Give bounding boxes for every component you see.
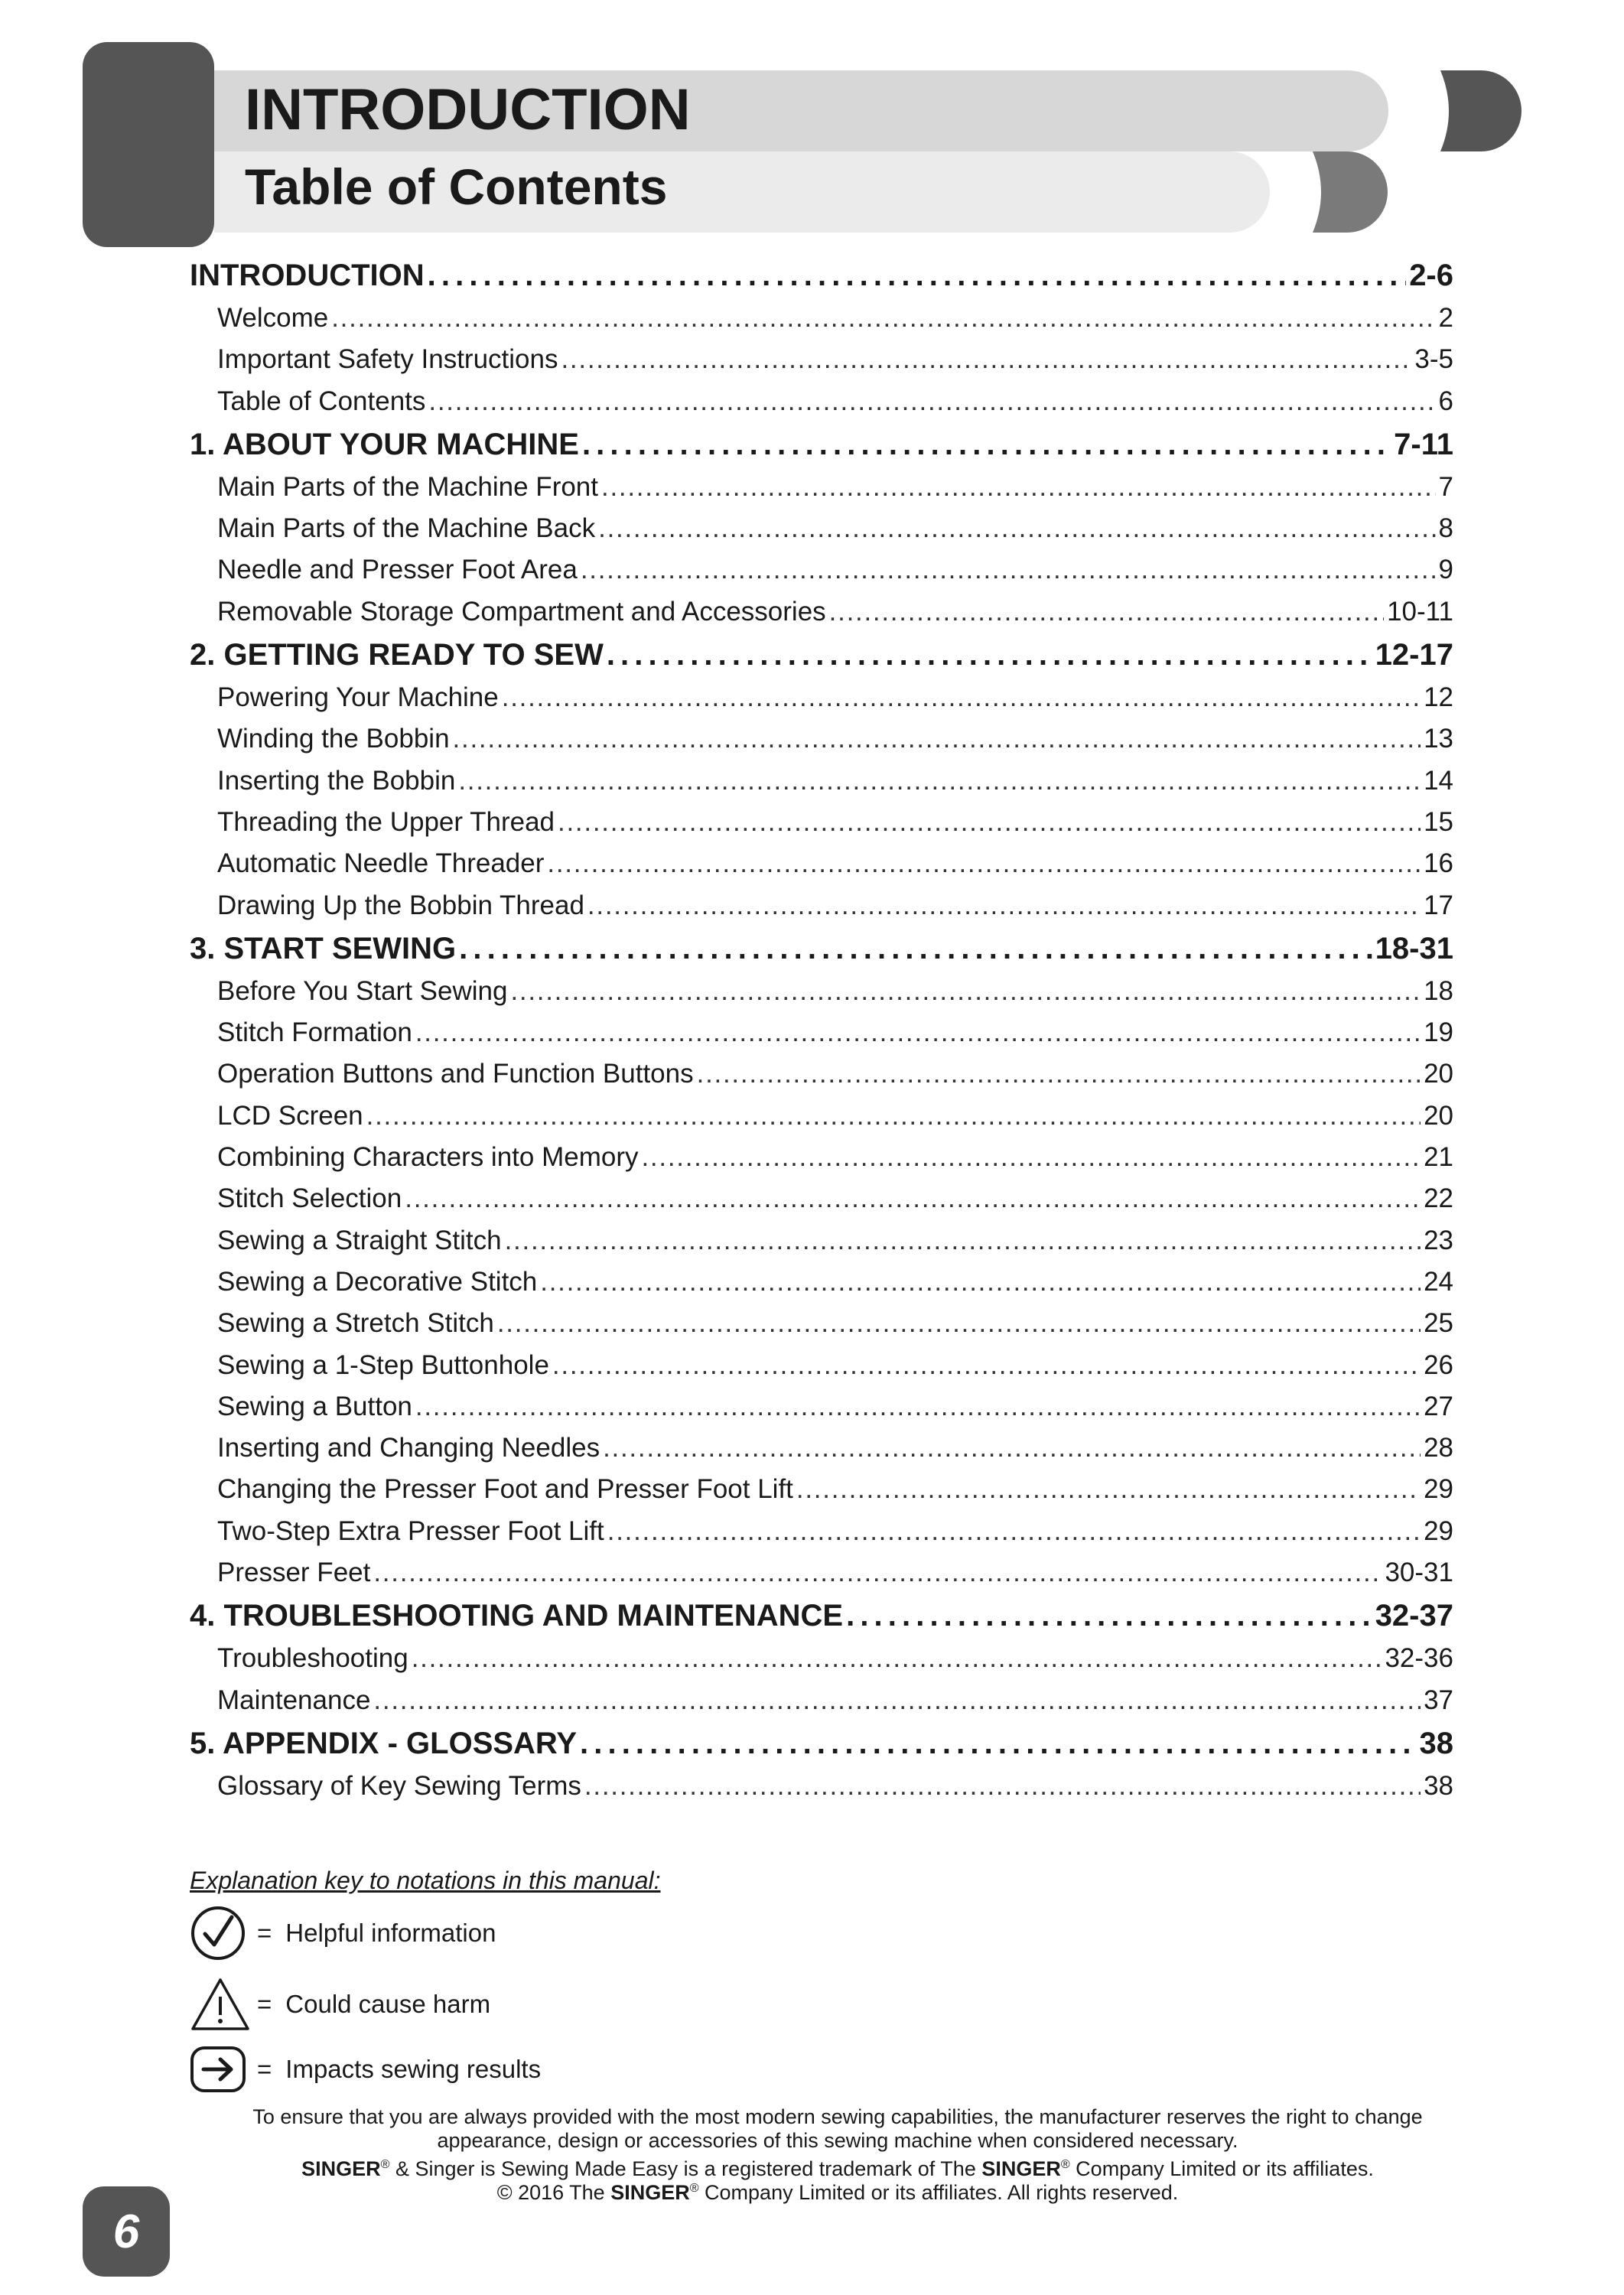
toc-dot-leader	[846, 1599, 1372, 1633]
toc-page-number: 15	[1424, 806, 1453, 837]
toc-page-number: 20	[1424, 1059, 1453, 1089]
toc-section	[190, 932, 1453, 976]
toc-entry	[190, 1308, 1453, 1349]
page-subtitle: Table of Contents	[245, 158, 668, 215]
toc-entry	[190, 1558, 1453, 1599]
toc-label: Maintenance	[217, 1685, 371, 1715]
toc-dot-leader	[598, 513, 1435, 544]
toc-dot-leader	[829, 597, 1384, 627]
toc-dot-leader	[607, 1516, 1421, 1547]
toc-dot-leader	[561, 344, 1411, 375]
toc-entry	[190, 1643, 1453, 1685]
copyright-text: © 2016 The	[496, 2181, 611, 2204]
toc-entry	[190, 1771, 1453, 1812]
toc-page-number: 10-11	[1387, 596, 1453, 627]
toc-label: Welcome	[217, 303, 329, 333]
toc-dot-leader	[581, 555, 1436, 585]
toc-label: Sewing a Stretch Stitch	[217, 1308, 494, 1339]
toc-label: Drawing Up the Bobbin Thread	[217, 890, 584, 920]
toc-label: Removable Storage Compartment and Accessories	[217, 596, 826, 627]
toc-entry	[190, 807, 1453, 848]
toc-page-number: 20	[1424, 1100, 1453, 1131]
toc-section	[190, 259, 1453, 303]
toc-entry	[190, 724, 1453, 765]
toc-label: 3. START SEWING	[190, 931, 457, 965]
toc-dot-leader	[428, 386, 1435, 417]
toc-dot-leader	[697, 1059, 1421, 1089]
toc-dot-leader	[552, 1350, 1421, 1381]
toc-label: Important Safety Instructions	[217, 344, 558, 375]
legend-text: Could cause harm	[285, 1990, 491, 2018]
toc-dot-leader	[601, 472, 1436, 503]
toc-section	[190, 1727, 1453, 1771]
toc-label: 5. APPENDIX - GLOSSARY	[190, 1726, 578, 1760]
toc-label: LCD Screen	[217, 1100, 363, 1131]
toc-dot-leader	[603, 1433, 1421, 1463]
toc-label: Main Parts of the Machine Back	[217, 513, 596, 544]
toc-page-number: 2	[1438, 303, 1453, 333]
toc-dot-leader	[405, 1183, 1421, 1214]
toc-entry	[190, 1516, 1453, 1558]
toc-page-number: 7	[1438, 471, 1453, 502]
toc-label: 2. GETTING READY TO SEW	[190, 638, 604, 672]
toc-label: Operation Buttons and Function Buttons	[217, 1059, 694, 1089]
toc-entry	[190, 1350, 1453, 1392]
toc-page-number: 28	[1424, 1433, 1453, 1463]
toc-label: Stitch Selection	[217, 1183, 402, 1214]
toc-entry	[190, 1433, 1453, 1474]
toc-label: Sewing a Decorative Stitch	[217, 1266, 538, 1297]
copyright-text-end: Company Limited or its affiliates. All rights reserved.	[698, 2181, 1179, 2204]
toc-dot-leader	[580, 1727, 1416, 1761]
toc-page-number: 21	[1424, 1142, 1453, 1173]
toc-label: Inserting and Changing Needles	[217, 1433, 600, 1463]
page-title: INTRODUCTION	[245, 77, 691, 142]
toc-page-number: 37	[1424, 1685, 1453, 1715]
toc-label: Powering Your Machine	[217, 682, 499, 713]
registered-mark: ®	[689, 2182, 699, 2195]
toc-dot-leader	[459, 932, 1372, 966]
toc-dot-leader	[505, 1226, 1421, 1256]
toc-page-number: 23	[1424, 1225, 1453, 1255]
toc-dot-leader	[584, 1771, 1421, 1802]
toc-label: INTRODUCTION	[190, 259, 425, 292]
header-cap-right-bottom	[1313, 151, 1388, 233]
toc-dot-leader	[547, 848, 1421, 879]
toc-page-number: 24	[1424, 1266, 1453, 1297]
toc-dot-leader	[540, 1267, 1421, 1297]
toc-dot-leader	[331, 303, 1435, 334]
legend-text: Impacts sewing results	[285, 2055, 542, 2083]
toc-dot-leader	[607, 638, 1372, 672]
toc-page-number: 17	[1424, 890, 1453, 920]
toc-dot-leader	[558, 807, 1421, 838]
toc-page-number: 6	[1438, 386, 1453, 416]
legend-equals: =	[257, 1919, 272, 1947]
toc-label: Two-Step Extra Presser Foot Lift	[217, 1515, 604, 1546]
toc-page-number: 9	[1438, 555, 1453, 585]
toc-entry	[190, 1142, 1453, 1183]
toc-dot-leader	[497, 1308, 1421, 1339]
toc-label: Main Parts of the Machine Front	[217, 471, 598, 502]
toc-page-number: 12	[1424, 682, 1453, 713]
toc-entry	[190, 766, 1453, 807]
toc-label: Before You Start Sewing	[217, 975, 508, 1006]
toc-dot-leader	[453, 724, 1421, 754]
registered-mark: ®	[380, 2158, 390, 2171]
toc-page-number: 38	[1424, 1770, 1453, 1801]
toc-section	[190, 638, 1453, 682]
toc-dot-leader	[796, 1474, 1421, 1505]
disclaimer-line-2: appearance, design or accessories of this sewing machine when considered necessary.	[437, 2129, 1238, 2152]
toc-dot-leader	[373, 1558, 1382, 1588]
checkmark-circle-icon	[190, 1905, 246, 1961]
header-cap-right-top	[1440, 70, 1521, 151]
toc-entry	[190, 1226, 1453, 1267]
toc-label: Automatic Needle Threader	[217, 848, 545, 879]
toc-label: Needle and Presser Foot Area	[217, 555, 578, 585]
arrow-right-box-icon	[190, 2046, 246, 2093]
legend-title: Explanation key to notations in this manual:	[190, 1867, 661, 1894]
copyright-line	[199, 2176, 1476, 2205]
toc-label: Sewing a Button	[217, 1391, 412, 1421]
toc-entry	[190, 513, 1453, 555]
toc-label: Stitch Formation	[217, 1017, 412, 1048]
trademark-text: & Singer is Sewing Made Easy is a registered trademark of The	[389, 2157, 982, 2180]
disclaimer-line-1: To ensure that you are always provided with the most modern sewing capabilities, the manufacturer reserves the right to change	[252, 2105, 1423, 2128]
toc-page-number: 18	[1424, 975, 1453, 1006]
legend-row-harm	[190, 1977, 490, 2032]
toc-dot-leader	[366, 1101, 1421, 1131]
table-of-contents	[190, 259, 1453, 1812]
toc-section	[190, 428, 1453, 472]
toc-dot-leader	[502, 682, 1421, 713]
toc-dot-leader	[373, 1685, 1421, 1716]
toc-page-number: 12-17	[1375, 638, 1453, 672]
warning-triangle-icon	[190, 1977, 251, 2032]
legend-equals: =	[257, 2055, 272, 2083]
header-tab	[83, 42, 214, 247]
toc-page-number: 8	[1438, 513, 1453, 544]
toc-label: Changing the Presser Foot and Presser Foot Lift	[217, 1474, 793, 1505]
registered-mark: ®	[1060, 2158, 1070, 2171]
toc-label: Sewing a 1-Step Buttonhole	[217, 1349, 549, 1380]
toc-page-number: 18-31	[1375, 931, 1453, 965]
toc-page-number: 22	[1424, 1183, 1453, 1214]
toc-dot-leader	[641, 1142, 1421, 1173]
toc-entry	[190, 1267, 1453, 1308]
toc-entry	[190, 555, 1453, 596]
toc-entry	[190, 848, 1453, 890]
page-number: 6	[83, 2186, 170, 2277]
toc-entry	[190, 1392, 1453, 1433]
toc-page-number: 32-37	[1375, 1599, 1453, 1633]
toc-dot-leader	[458, 766, 1421, 796]
toc-dot-leader	[428, 259, 1407, 293]
legend-equals: =	[257, 1990, 272, 2018]
toc-page-number: 13	[1424, 724, 1453, 754]
toc-page-number: 29	[1424, 1515, 1453, 1546]
toc-entry	[190, 303, 1453, 344]
toc-label: 4. TROUBLESHOOTING AND MAINTENANCE	[190, 1599, 844, 1633]
toc-page-number: 30-31	[1385, 1558, 1453, 1588]
toc-page-number: 3-5	[1414, 344, 1453, 375]
toc-label: Troubleshooting	[217, 1643, 408, 1674]
toc-entry	[190, 682, 1453, 724]
toc-entry	[190, 976, 1453, 1017]
toc-dot-leader	[415, 1392, 1421, 1422]
toc-dot-leader	[582, 428, 1391, 462]
toc-label: Combining Characters into Memory	[217, 1142, 639, 1173]
toc-entry	[190, 386, 1453, 428]
toc-dot-leader	[510, 976, 1421, 1007]
toc-page-number: 16	[1424, 848, 1453, 879]
legend-row-results	[190, 2046, 541, 2093]
toc-page-number: 29	[1424, 1474, 1453, 1505]
toc-section	[190, 1599, 1453, 1643]
toc-dot-leader	[415, 1017, 1421, 1048]
toc-entry	[190, 472, 1453, 513]
toc-dot-leader	[587, 890, 1421, 921]
toc-label: Threading the Upper Thread	[217, 806, 555, 837]
legend-row-helpful	[190, 1905, 496, 1961]
toc-label: Inserting the Bobbin	[217, 765, 456, 796]
toc-page-number: 27	[1424, 1391, 1453, 1421]
toc-entry	[190, 890, 1453, 932]
toc-label: Sewing a Straight Stitch	[217, 1225, 502, 1255]
toc-label: Table of Contents	[217, 386, 426, 416]
toc-entry	[190, 1059, 1453, 1100]
toc-page-number: 25	[1424, 1308, 1453, 1339]
toc-entry	[190, 1183, 1453, 1225]
toc-dot-leader	[412, 1643, 1382, 1674]
toc-label: Presser Feet	[217, 1558, 371, 1588]
toc-page-number: 2-6	[1409, 259, 1453, 292]
toc-label: Glossary of Key Sewing Terms	[217, 1770, 581, 1801]
toc-page-number: 19	[1424, 1017, 1453, 1048]
legend-text: Helpful information	[285, 1919, 496, 1947]
toc-page-number: 7-11	[1394, 427, 1453, 461]
toc-entry	[190, 1017, 1453, 1059]
toc-entry	[190, 1101, 1453, 1142]
toc-page-number: 14	[1424, 765, 1453, 796]
toc-page-number: 26	[1424, 1349, 1453, 1380]
trademark-text-end: Company Limited or its affiliates.	[1069, 2157, 1374, 2180]
toc-label: Winding the Bobbin	[217, 724, 450, 754]
toc-label: 1. ABOUT YOUR MACHINE	[190, 427, 579, 461]
brand-name: SINGER	[610, 2181, 690, 2204]
toc-page-number: 38	[1419, 1726, 1453, 1760]
toc-entry	[190, 597, 1453, 638]
toc-entry	[190, 1685, 1453, 1727]
brand-name: SINGER	[301, 2157, 381, 2180]
toc-entry	[190, 1474, 1453, 1515]
toc-page-number: 32-36	[1385, 1643, 1453, 1674]
brand-name: SINGER	[981, 2157, 1061, 2180]
toc-entry	[190, 344, 1453, 386]
